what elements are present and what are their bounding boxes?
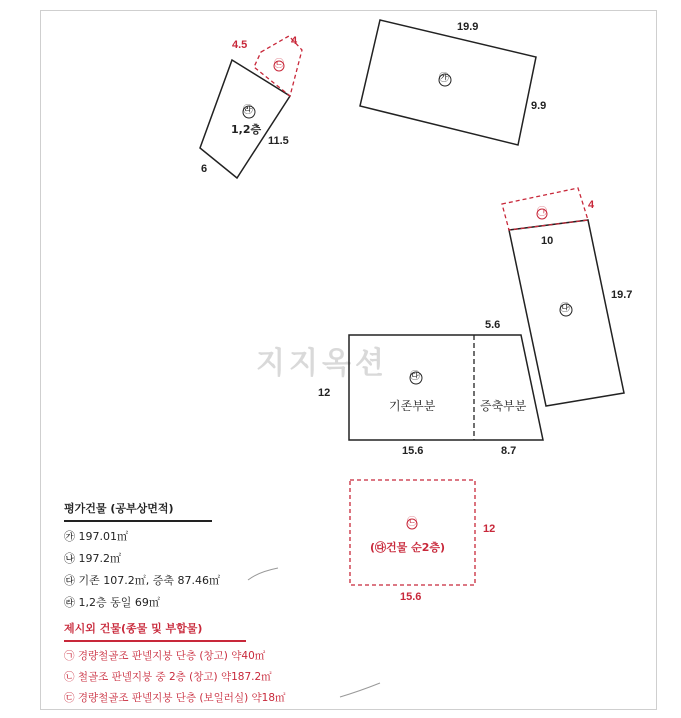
legend-extra-row: ㉠ 경량철골조 판넬지붕 단층 (창고) 약40㎡ <box>64 650 266 662</box>
building-ra-floors: 1,2층 <box>231 123 262 136</box>
legend-row: ㉰ 기존 107.2㎡, 증축 87.46㎡ <box>64 574 220 587</box>
extra-na-bottom-dim: 15.6 <box>400 591 422 603</box>
building-na-mark: ㉯ <box>560 303 570 314</box>
extra-ga-mark: ㉠ <box>537 207 547 218</box>
extra-da-dim-left: 4.5 <box>232 39 248 51</box>
building-ra-mark: ㉱ <box>243 105 253 116</box>
legend-extra-title: 제시외 건물(종물 및 부합물) <box>64 620 246 642</box>
building-da-left-dim: 12 <box>318 387 331 399</box>
legend-row: ㉯ 197.2㎡ <box>64 552 121 565</box>
watermark: 지지옥션 <box>256 346 388 381</box>
extra-na-mark: ㉡ <box>407 517 417 528</box>
extra-da-dim-right: 4 <box>291 35 298 47</box>
building-da-bottom-left-dim: 15.6 <box>402 445 424 457</box>
building-da-existing-label: 기존부분 <box>389 399 436 413</box>
extra-da-mark: ㉢ <box>274 59 284 70</box>
legend-row: ㉱ 1,2층 동일 69㎡ <box>64 596 160 609</box>
building-da-bottom-right-dim: 8.7 <box>501 445 517 457</box>
legend-extra-row: ㉢ 경량철골조 판넬지붕 단층 (보일러실) 약18㎡ <box>64 692 286 704</box>
building-ra-bottom-dim: 6 <box>201 163 208 175</box>
building-da-extension-label: 증축부분 <box>480 399 527 413</box>
building-da-outline <box>349 335 543 440</box>
building-ra-outline <box>200 60 290 178</box>
extra-na-label: (㉰건물 순2층) <box>370 541 446 554</box>
extra-na-side-dim: 12 <box>483 523 496 535</box>
extra-ga-dim: 4 <box>588 199 595 211</box>
building-na-top-dim: 10 <box>541 235 554 247</box>
building-ra-side-dim: 11.5 <box>268 135 289 147</box>
legend-title: 평가건물 (공부상면적) <box>64 500 212 522</box>
legend <box>64 500 394 705</box>
legend-extra-row: ㉡ 철골조 판넬지붕 중 2층 (창고) 약187.2㎡ <box>64 671 272 683</box>
building-ga-mark: ㉮ <box>439 73 449 84</box>
legend-row: ㉮ 197.01㎡ <box>64 530 128 543</box>
building-ga-top-dim: 19.9 <box>457 21 479 33</box>
building-ga-side-dim: 9.9 <box>531 100 547 112</box>
building-na-side-dim: 19.7 <box>611 289 633 301</box>
building-da-mark: ㉰ <box>410 371 420 382</box>
building-da-top-dim: 5.6 <box>485 319 501 331</box>
